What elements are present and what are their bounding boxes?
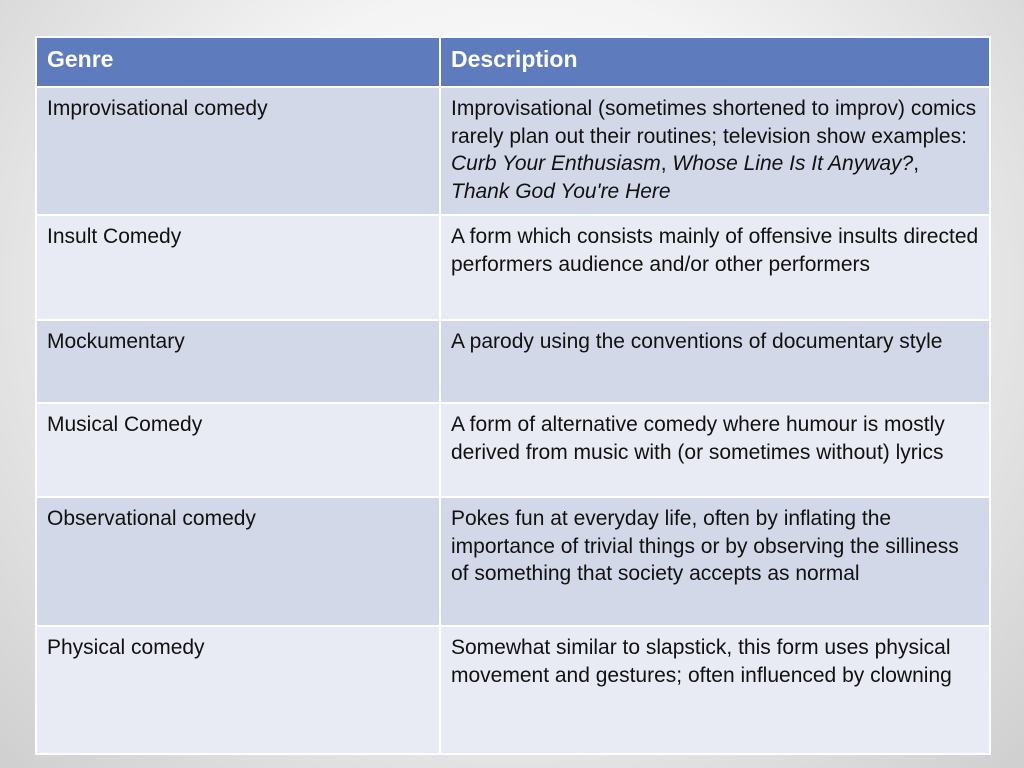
description-cell: A parody using the conventions of documentary style (440, 320, 990, 403)
description-cell: A form which consists mainly of offensive insults directed performers audience and/or other performers (440, 215, 990, 320)
example-title: Thank God You're Here (451, 179, 671, 203)
description-cell: Pokes fun at everyday life, often by inflating the importance of trivial things or by observing the silliness of something that society accepts as normal (440, 497, 990, 626)
genre-cell: Musical Comedy (36, 403, 440, 497)
genre-cell: Mockumentary (36, 320, 440, 403)
description-cell: A form of alternative comedy where humour is mostly derived from music with (or sometimes without) lyrics (440, 403, 990, 497)
genre-cell: Improvisational comedy (36, 87, 440, 215)
example-title: Whose Line Is It Anyway? (672, 152, 914, 175)
table-row (36, 87, 990, 215)
table-row (36, 497, 990, 626)
comedy-genre-table (35, 36, 991, 755)
separator: , (913, 152, 920, 175)
table-row (36, 215, 990, 320)
table-header-row (36, 37, 990, 87)
table-row (36, 626, 990, 754)
description-cell: Somewhat similar to slapstick, this form uses physical movement and gestures; often influenced by clowning (440, 626, 990, 754)
separator: , (660, 152, 673, 175)
description-text: Improvisational (sometimes shortened to improv) comics rarely plan out their routines; television show examples: (451, 97, 977, 148)
header-description: Description (440, 37, 990, 87)
table-row (36, 403, 990, 497)
genre-cell: Insult Comedy (36, 215, 440, 320)
header-genre: Genre (36, 37, 440, 87)
table-row (36, 320, 990, 403)
genre-cell: Observational comedy (36, 497, 440, 626)
description-cell (440, 87, 990, 215)
example-title: Curb Your Enthusiasm (451, 152, 661, 175)
genre-cell: Physical comedy (36, 626, 440, 754)
